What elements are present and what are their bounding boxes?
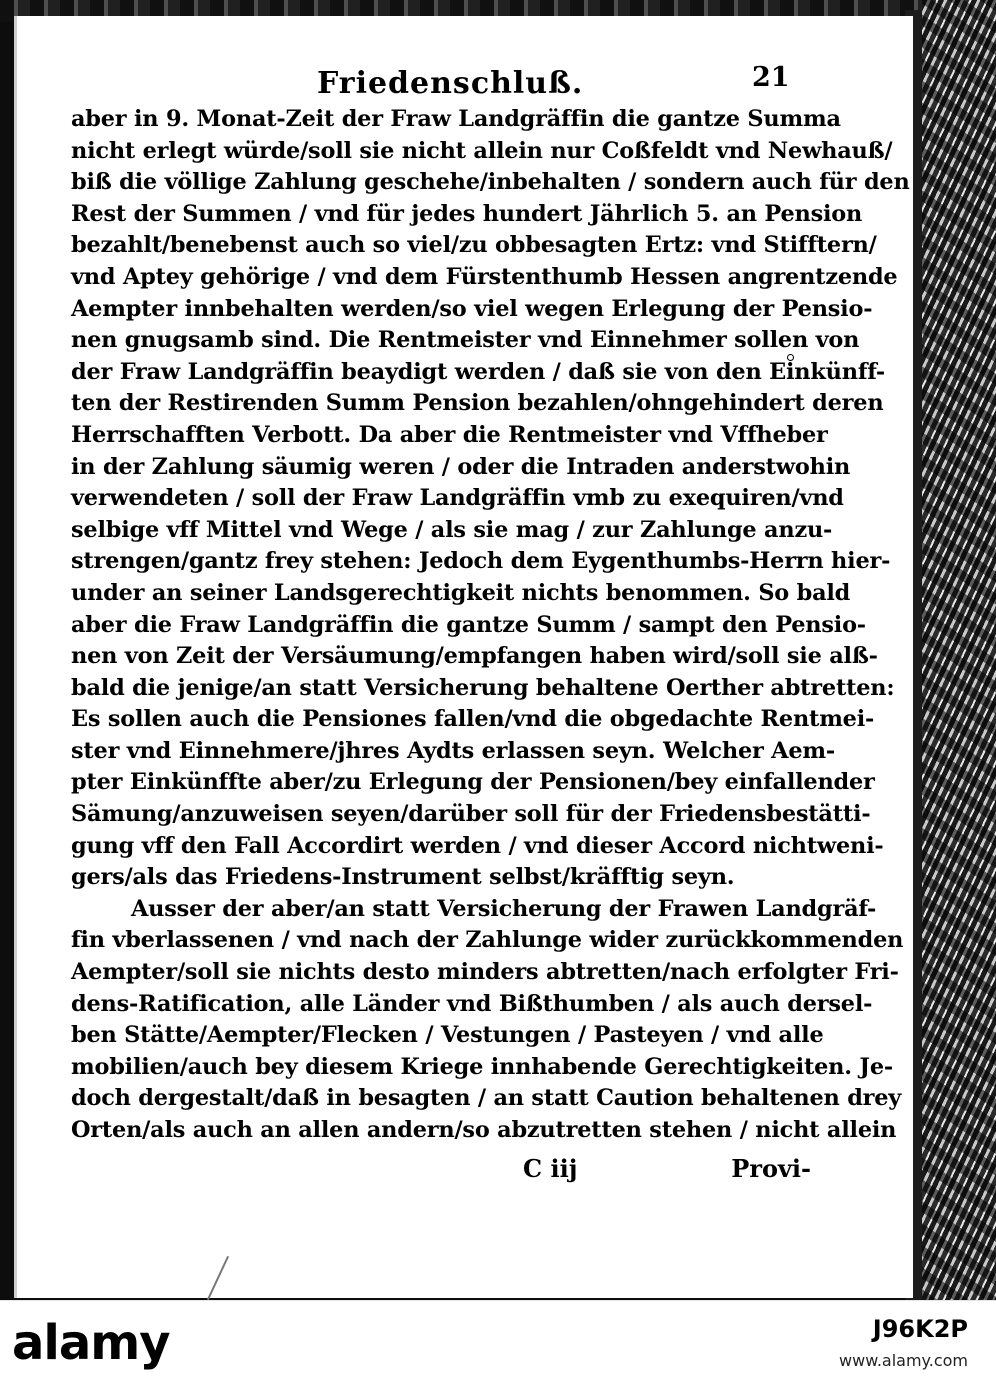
text-line: fin vberlassenen / vnd nach der Zahlunge wider zurückkommenden bbox=[71, 927, 904, 954]
pencil-mark bbox=[207, 1256, 229, 1300]
text-line: der Fraw Landgräffin beaydigt werden / daß sie von den Einkünff- bbox=[71, 358, 886, 385]
stock-watermark-bar bbox=[0, 1300, 996, 1391]
text-line: Es sollen auch die Pensiones fallen/vnd die obgedachte Rentmei- bbox=[71, 706, 875, 733]
image-id: J96K2P bbox=[872, 1315, 968, 1343]
text-line: in der Zahlung säumig weren / oder die Intraden anderstwohin bbox=[71, 453, 851, 480]
page-number: 21 bbox=[752, 62, 790, 93]
text-line: verwendeten / soll der Fraw Landgräffin vmb zu exequiren/vnd bbox=[71, 485, 844, 512]
page-content bbox=[17, 16, 913, 1298]
text-line: bald die jenige/an statt Versicherung behaltene Oerther abtretten: bbox=[71, 674, 895, 701]
text-line: Aempter/soll sie nichts desto minders abtretten/nach erfolgter Fri- bbox=[71, 959, 899, 986]
body-text bbox=[71, 104, 910, 1147]
text-line: aber die Fraw Landgräffin die gantze Summ / sampt den Pensio- bbox=[71, 611, 866, 638]
text-line: gung vff den Fall Accordirt werden / vnd dieser Accord nichtweni- bbox=[71, 832, 884, 859]
paragraph-end-line: gers/als das Friedens-Instrument selbst/kräfftig seyn. bbox=[71, 864, 735, 891]
text-line: nen gnugsamb sind. Die Rentmeister vnd Einnehmer sollen von bbox=[71, 327, 860, 354]
signature-mark: C iij bbox=[523, 1154, 578, 1183]
text-line: Aempter innbehalten werden/so viel wegen Erlegung der Pensio- bbox=[71, 295, 873, 322]
text-line: selbige vff Mittel vnd Wege / als sie mag / zur Zahlunge anzu- bbox=[71, 516, 833, 543]
running-head: Friedenschluß. bbox=[317, 66, 584, 101]
ink-speck bbox=[787, 354, 794, 361]
text-line: nicht erlegt würde/soll sie nicht allein nur Coßfeldt vnd Newhauß/ bbox=[71, 137, 893, 164]
text-line: doch dergestalt/daß in besagten / an statt Caution behaltenen drey bbox=[71, 1085, 902, 1112]
text-line: dens-Ratification, alle Länder vnd Bißthumben / als auch dersel- bbox=[71, 990, 873, 1017]
text-line: pter Einkünffte aber/zu Erlegung der Pensionen/bey einfallender bbox=[71, 769, 875, 796]
text-line: Orten/als auch an allen andern/so abzutretten stehen / nicht allein bbox=[71, 1117, 897, 1143]
paragraph-start-line: Ausser der aber/an statt Versicherung der Frawen Landgräf- bbox=[131, 895, 877, 922]
stock-url: www.alamy.com bbox=[839, 1351, 968, 1370]
text-line: ten der Restirenden Summ Pension bezahlen/ohngehindert deren bbox=[71, 390, 884, 417]
page-footer bbox=[71, 1154, 811, 1188]
catchword: Provi- bbox=[731, 1154, 811, 1183]
text-line: strengen/gantz frey stehen: Jedoch dem Eygenthumbs-Herrn hier- bbox=[71, 548, 891, 575]
text-line: Rest der Summen / vnd für jedes hundert Jährlich 5. an Pension bbox=[71, 200, 863, 227]
text-line: vnd Aptey gehörige / vnd dem Fürstenthumb Hessen angrentzende bbox=[71, 263, 898, 290]
book-page bbox=[14, 16, 913, 1298]
text-line: aber in 9. Monat-Zeit der Fraw Landgräffin die gantze Summa bbox=[71, 106, 841, 132]
text-line: nen von Zeit der Versäumung/empfangen haben wird/soll sie alß- bbox=[71, 643, 878, 670]
text-line: ster vnd Einnehmere/jhres Aydts erlassen seyn. Welcher Aem- bbox=[71, 737, 835, 764]
text-line: Sämung/anzuweisen seyen/darüber soll für der Friedensbestätti- bbox=[71, 801, 871, 828]
text-line: mobilien/auch bey diesem Kriege innhabende Gerechtigkeiten. Je- bbox=[71, 1053, 893, 1080]
text-line: bezahlt/benebenst auch so viel/zu obbesagten Ertz: vnd Stifftern/ bbox=[71, 232, 877, 259]
text-line: Herrschafften Verbott. Da aber die Rentmeister vnd Vffheber bbox=[71, 421, 828, 448]
marbled-endpaper bbox=[922, 0, 996, 1300]
alamy-logo: alamy bbox=[12, 1315, 170, 1371]
text-line: ben Stätte/Aempter/Flecken / Vestungen / Pasteyen / vnd alle bbox=[71, 1022, 824, 1049]
text-line: under an seiner Landsgerechtigkeit nichts benommen. So bald bbox=[71, 579, 851, 606]
text-line: biß die völlige Zahlung geschehe/inbehalten / sondern auch für den bbox=[71, 169, 910, 196]
